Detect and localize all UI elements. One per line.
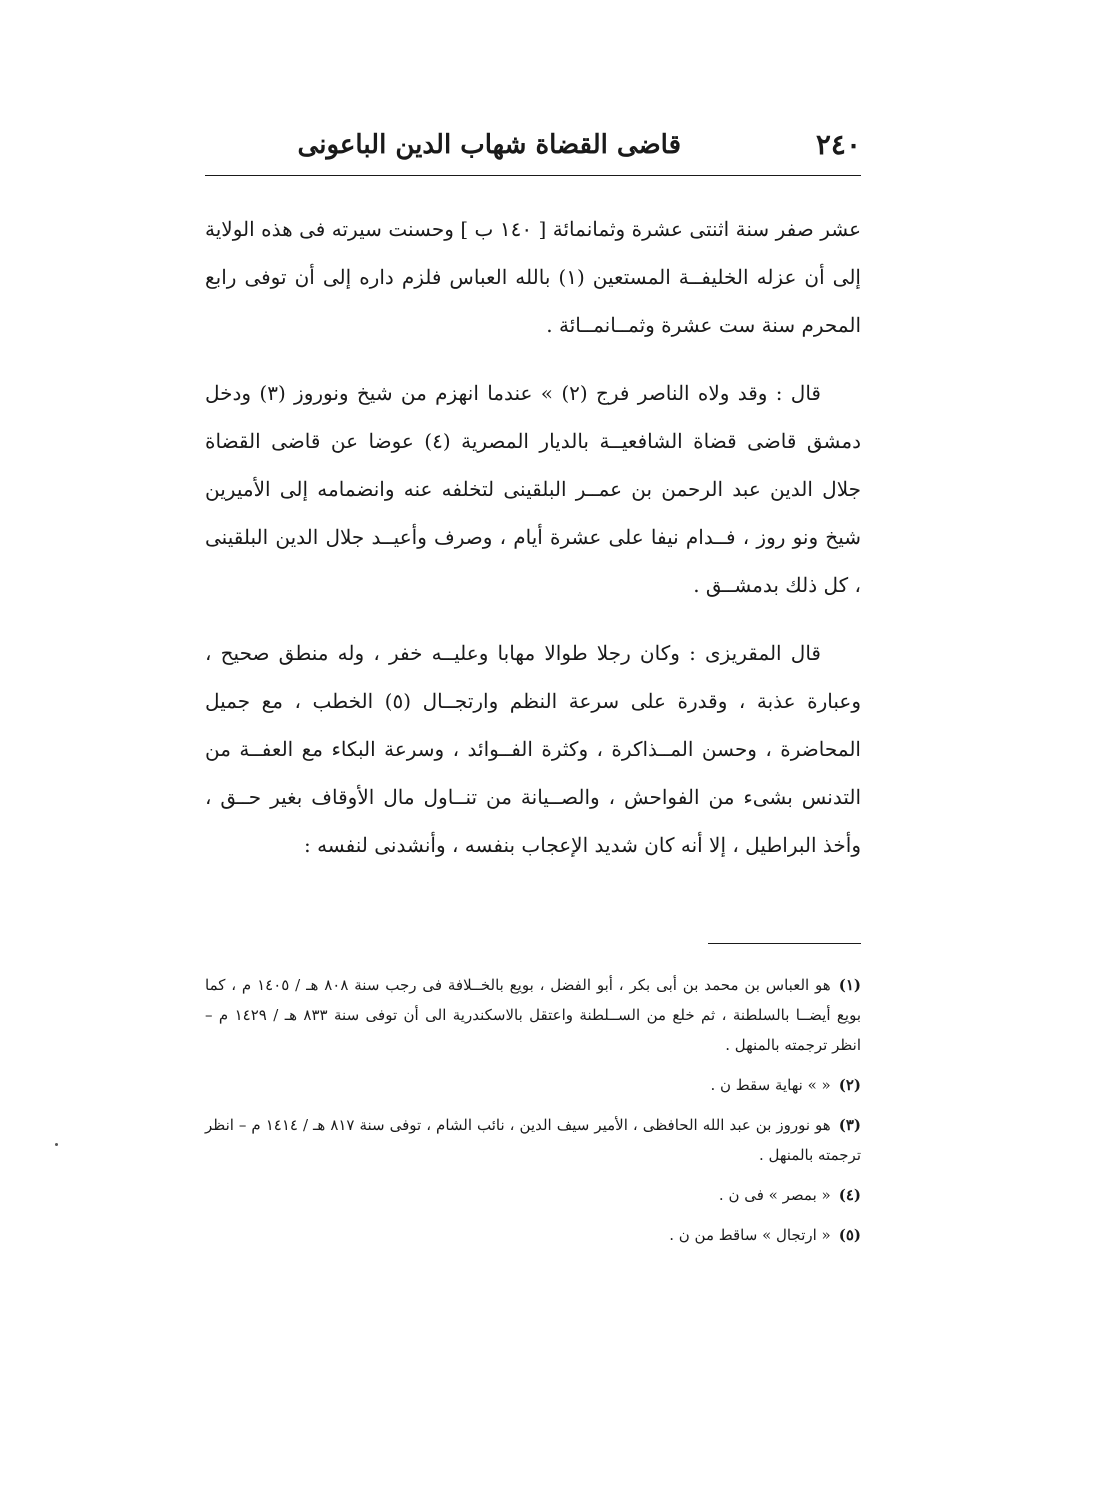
footnote-text: « » نهاية سقط ن . (710, 1076, 831, 1094)
footnote-number: (٢) (838, 1076, 861, 1094)
footnote-text: « بمصر » فى ن . (718, 1186, 831, 1204)
footnote-number: (٣) (838, 1116, 861, 1134)
footnote-number: (٤) (838, 1186, 861, 1204)
paragraph-1: عشر صفر سنة اثنتى عشرة وثمانمائة [ ١٤٠ ب ] وحسنت سيرته فى هذه الولاية إلى أن عزله الخليفــة المستعين (١) بالله العباس فلزم داره إلى أن توفى رابع المحرم سنة ست عشرة وثمــانمــائة . (205, 217, 862, 337)
page-number: ٢٤٠ (815, 128, 861, 161)
page-header (205, 120, 861, 170)
header-rule (205, 175, 861, 176)
footnote-1 (205, 970, 861, 1060)
scan-speck (55, 1143, 58, 1146)
footnote-3 (205, 1110, 861, 1170)
footnote-5 (205, 1220, 861, 1250)
footnote-2 (205, 1070, 861, 1100)
paragraph-3: قال المقريزى : وكان رجلا طوالا مهابا وعليــه خفر ، وله منطق صحيح ، وعبارة عذبة ، وقدرة على سرعة النظم وارتجــال (٥) الخطب ، مع جميل المحاضرة ، وحسن المــذاكرة ، وكثرة الفــوائد ، وسرعة البكاء مع العفــة من التدنس بشىء من الفواحش ، والصــيانة من تنــاول مال الأوقاف بغير حــق ، وأخذ البراطيل ، إلا أنه كان شديد الإعجاب بنفسه ، وأنشدنى لنفسه : (205, 641, 861, 857)
footnote-4 (205, 1180, 861, 1210)
footnote-rule (708, 943, 861, 944)
footnote-text: هو نوروز بن عبد الله الحافظى ، الأمير سيف الدين ، نائب الشام ، توفى سنة ٨١٧ هـ / ١٤١٤ م – انظر ترجمته بالمنهل . (205, 1116, 861, 1164)
footnote-number: (١) (838, 976, 861, 994)
footnote-text: هو العباس بن محمد بن أبى بكر ، أبو الفضل ، بويع بالخــلافة فى رجب سنة ٨٠٨ هـ / ١٤٠٥ م ، كما بويع أيضــا بالسلطنة ، ثم خلع من الســلطنة واعتقل بالاسكندرية الى أن توفى سنة ٨٣٣ هـ / ١٤٢٩ م – انظر ترجمته بالمنهل . (205, 976, 861, 1054)
footnotes (205, 970, 861, 1260)
footnote-text: « ارتجال » ساقط من ن . (669, 1226, 831, 1244)
paragraph-2: قال : وقد ولاه الناصر فرج (٢) » عندما انهزم من شيخ ونوروز (٣) ودخل دمشق قاضى قضاة الشافعيــة بالديار المصرية (٤) عوضا عن قاضى القضاة جلال الدين عبد الرحمن بن عمــر البلقينى لتخلفه عنه وانضمامه إلى الأميرين شيخ ونو روز ، فــدام نيفا على عشرة أيام ، وصرف وأعيــد جلال الدين البلقينى ، كل ذلك بدمشــق . (205, 381, 861, 597)
main-text (205, 205, 861, 869)
footnote-number: (٥) (838, 1226, 861, 1244)
running-title: قاضى القضاة شهاب الدين الباعونى (297, 130, 681, 160)
